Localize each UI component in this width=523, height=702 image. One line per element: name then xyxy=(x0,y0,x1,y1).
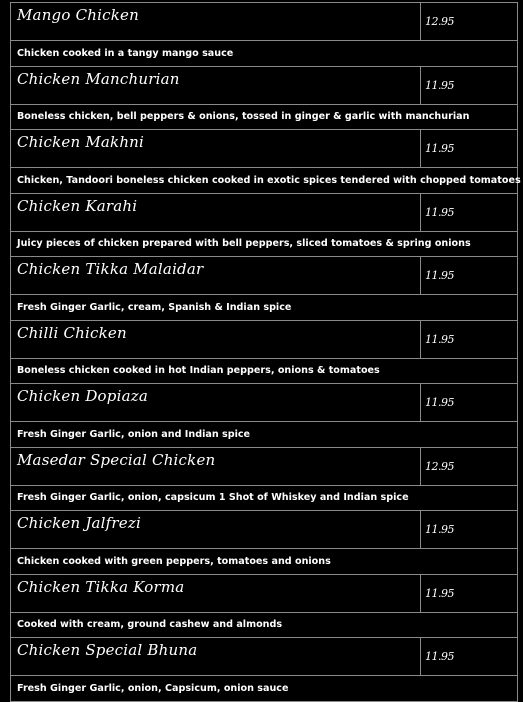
menu-item-description-row xyxy=(11,422,517,448)
dish-price: 11.95 xyxy=(425,523,454,536)
dish-description: Boneless chicken cooked in hot Indian peppers, onions & tomatoes xyxy=(17,365,380,377)
dish-name: Chicken Dopiaza xyxy=(17,387,148,405)
name-cell xyxy=(11,384,421,421)
menu-item-description-row xyxy=(11,168,521,194)
dish-price: 11.95 xyxy=(425,205,454,219)
menu-item-header xyxy=(11,194,517,232)
dish-name: Chilli Chicken xyxy=(17,323,127,342)
price-cell xyxy=(421,448,517,485)
menu-item xyxy=(11,194,517,258)
menu-item xyxy=(11,257,517,321)
dish-price: 11.95 xyxy=(425,142,454,155)
name-cell xyxy=(11,511,421,548)
menu-item xyxy=(11,448,517,512)
menu-item xyxy=(11,130,521,194)
name-cell xyxy=(11,194,421,231)
price-cell xyxy=(421,321,517,358)
dish-price: 12.95 xyxy=(425,459,454,473)
menu-item-header xyxy=(11,638,517,676)
name-cell xyxy=(11,448,421,485)
name-cell xyxy=(11,3,421,40)
dish-name: Chicken Makhni xyxy=(17,133,145,151)
dish-price: 11.95 xyxy=(425,269,454,282)
menu-item xyxy=(11,384,517,448)
dish-description: Fresh Ginger Garlic, onion, Capsicum, onion sauce xyxy=(17,682,289,694)
menu-item-description-row xyxy=(11,486,517,512)
price-cell xyxy=(421,67,517,104)
menu-item-description-row xyxy=(11,359,517,385)
name-cell xyxy=(11,257,421,294)
menu-item-header xyxy=(11,384,517,422)
dish-description: Fresh Ginger Garlic, onion, capsicum 1 Shot of Whiskey and Indian spice xyxy=(17,492,409,504)
dish-name: Chicken Jalfrezi xyxy=(17,514,141,532)
dish-name: Chicken Karahi xyxy=(17,196,138,215)
dish-name: Chicken Manchurian xyxy=(17,69,180,88)
dish-description: Fresh Ginger Garlic, onion and Indian spice xyxy=(17,428,251,440)
dish-description: Chicken cooked in a tangy mango sauce xyxy=(17,47,234,59)
menu-item xyxy=(11,321,517,385)
menu-item-header xyxy=(11,67,517,105)
price-cell xyxy=(421,194,517,231)
price-cell xyxy=(421,638,517,675)
name-cell xyxy=(11,638,421,675)
menu-item xyxy=(11,638,517,702)
dish-name: Chicken Special Bhuna xyxy=(17,641,198,659)
menu-item xyxy=(11,3,517,67)
dish-description: Chicken, Tandoori boneless chicken cooked in exotic spices tendered with chopped tomatoes xyxy=(17,174,521,186)
price-cell xyxy=(421,3,517,40)
dish-description: Cooked with cream, ground cashew and almonds xyxy=(17,619,283,631)
menu-item-header xyxy=(11,448,517,486)
dish-description: Juicy pieces of chicken prepared with bell peppers, sliced tomatoes & spring onions xyxy=(17,238,471,250)
name-cell xyxy=(11,130,421,167)
dish-name: Mango Chicken xyxy=(17,6,139,24)
menu-item xyxy=(11,67,517,131)
dish-price: 12.95 xyxy=(425,15,454,28)
menu-item-header xyxy=(11,321,517,359)
menu-item-description-row xyxy=(11,41,517,67)
menu-item-header xyxy=(11,511,517,549)
menu-item-header xyxy=(11,575,517,613)
menu-item-description-row xyxy=(11,549,517,575)
menu-item-description-row xyxy=(11,613,517,639)
menu-item-header xyxy=(11,257,517,295)
menu-item-description-row xyxy=(11,676,517,702)
menu-item-header xyxy=(11,3,517,41)
dish-description: Fresh Ginger Garlic, cream, Spanish & Indian spice xyxy=(17,301,292,313)
menu-item-description-row xyxy=(11,232,517,258)
dish-name: Masedar Special Chicken xyxy=(17,450,216,469)
price-cell xyxy=(421,511,517,548)
price-cell xyxy=(421,384,517,421)
menu-item-header xyxy=(11,130,517,168)
name-cell xyxy=(11,321,421,358)
dish-description: Boneless chicken, bell peppers & onions, tossed in ginger & garlic with manchurian xyxy=(17,111,470,123)
dish-name: Chicken Tikka Malaidar xyxy=(17,260,204,278)
dish-description: Chicken cooked with green peppers, tomatoes and onions xyxy=(17,555,331,567)
dish-price: 11.95 xyxy=(425,78,454,92)
menu-item xyxy=(11,575,517,639)
price-cell xyxy=(421,575,517,612)
dish-price: 11.95 xyxy=(425,586,454,600)
menu-item-description-row xyxy=(11,105,517,131)
menu-item-description-row xyxy=(11,295,517,321)
menu-item xyxy=(11,511,517,575)
price-cell xyxy=(421,130,517,167)
price-cell xyxy=(421,257,517,294)
name-cell xyxy=(11,575,421,612)
dish-price: 11.95 xyxy=(425,650,454,663)
dish-name: Chicken Tikka Korma xyxy=(17,577,185,596)
menu-table xyxy=(10,2,521,702)
name-cell xyxy=(11,67,421,104)
dish-price: 11.95 xyxy=(425,332,454,346)
dish-price: 11.95 xyxy=(425,396,454,409)
